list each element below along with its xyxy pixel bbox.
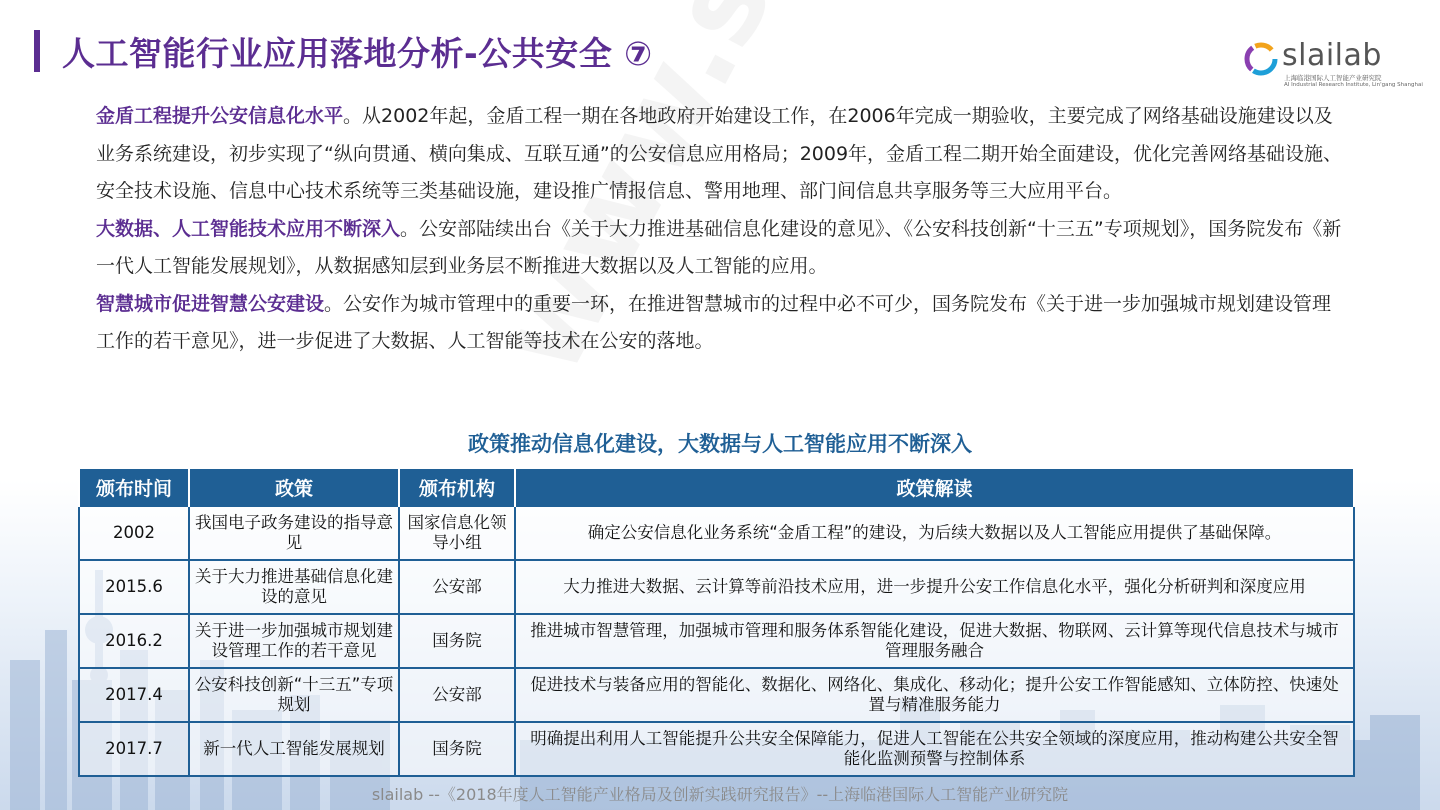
table-row <box>79 506 1354 560</box>
table-title: 政策推动信息化建设，大数据与人工智能应用不断深入 <box>468 432 972 456</box>
header-date: 颁布时间 <box>79 468 189 506</box>
cell-agency: 国家信息化领导小组 <box>399 506 515 560</box>
cell-policy: 公安科技创新“十三五”专项规划 <box>189 668 399 722</box>
paragraph-bigdata-ai <box>96 211 1346 286</box>
logo-subtitle-en: AI Industrial Research Institute, Lin'gang Shanghai <box>1284 82 1423 88</box>
body-text <box>96 98 1346 361</box>
table-row <box>79 722 1354 776</box>
logo-wordmark: slailab <box>1282 38 1382 73</box>
cell-agency: 公安部 <box>399 560 515 614</box>
cell-date: 2017.4 <box>79 668 189 722</box>
slailab-logo <box>1244 38 1423 92</box>
title-accent-bar <box>34 30 40 72</box>
cell-interpretation: 明确提出利用人工智能提升公共安全保障能力，促进人工智能在公共安全领域的深度应用，推动构建公共安全智能化监测预警与控制体系 <box>515 722 1354 776</box>
logo-mark-icon <box>1244 42 1278 76</box>
paragraph-text: 。从2002年起，金盾工程一期在各地政府开始建设工作，在2006年完成一期验收，主要完成了网络基础设施建设以及业务系统建设，初步实现了“纵向贯通、横向集成、互联互通”的公安信息应用格局；2009年，金盾工程二期开始全面建设，优化完善网络基础设施、安全技术设施、信息中心技术系统等三类基础设施，建设推广情报信息、警用地理、部门间信息共享服务等三大应用平台。 <box>96 105 1343 202</box>
cell-date: 2016.2 <box>79 614 189 668</box>
policy-table <box>78 467 1355 777</box>
cell-agency: 国务院 <box>399 614 515 668</box>
logo-subtitle-cn: 上海临港国际人工智能产业研究院 <box>1284 74 1382 82</box>
cell-policy: 关于进一步加强城市规划建设管理工作的若干意见 <box>189 614 399 668</box>
cell-policy: 新一代人工智能发展规划 <box>189 722 399 776</box>
footer-source: slailab --《2018年度人工智能产业格局及创新实践研究报告》--上海临港国际人工智能产业研究院 <box>371 785 1069 804</box>
page-title: 人工智能行业应用落地分析-公共安全 ⑦ <box>62 34 653 73</box>
paragraph-golden-shield <box>96 98 1346 211</box>
header-agency: 颁布机构 <box>399 468 515 506</box>
paragraph-heading: 金盾工程提升公安信息化水平 <box>96 105 344 127</box>
table-row <box>79 614 1354 668</box>
paragraph-text: 。公安作为城市管理中的重要一环，在推进智慧城市的过程中必不可少，国务院发布《关于进一步加强城市规划建设管理工作的若干意见》，进一步促进了大数据、人工智能等技术在公安的落地。 <box>96 292 1332 352</box>
header-policy: 政策 <box>189 468 399 506</box>
cell-agency: 国务院 <box>399 722 515 776</box>
cell-interpretation: 推进城市智慧管理，加强城市管理和服务体系智能化建设，促进大数据、物联网、云计算等现代信息技术与城市管理服务融合 <box>515 614 1354 668</box>
paragraph-text: 。公安部陆续出台《关于大力推进基础信息化建设的意见》、《公安科技创新“十三五”专项规划》，国务院发布《新一代人工智能发展规划》，从数据感知层到业务层不断推进大数据以及人工智能的应用。 <box>96 217 1342 277</box>
table-row <box>79 668 1354 722</box>
cell-interpretation: 大力推进大数据、云计算等前沿技术应用，进一步提升公安工作信息化水平，强化分析研判和深度应用 <box>515 560 1354 614</box>
paragraph-smart-city <box>96 286 1346 361</box>
paragraph-heading: 智慧城市促进智慧公安建设 <box>96 292 325 315</box>
paragraph-heading: 大数据、人工智能技术应用不断深入 <box>96 217 401 240</box>
cell-interpretation: 确定公安信息化业务系统“金盾工程”的建设，为后续大数据以及人工智能应用提供了基础保障。 <box>515 506 1354 560</box>
cell-agency: 公安部 <box>399 668 515 722</box>
table-row <box>79 560 1354 614</box>
cell-date: 2015.6 <box>79 560 189 614</box>
cell-date: 2002 <box>79 506 189 560</box>
table-header-row <box>79 468 1354 506</box>
cell-interpretation: 促进技术与装备应用的智能化、数据化、网络化、集成化、移动化；提升公安工作智能感知、立体防控、快速处置与精准服务能力 <box>515 668 1354 722</box>
cell-policy: 我国电子政务建设的指导意见 <box>189 506 399 560</box>
cell-policy: 关于大力推进基础信息化建设的意见 <box>189 560 399 614</box>
header-interpretation: 政策解读 <box>515 468 1354 506</box>
cell-date: 2017.7 <box>79 722 189 776</box>
